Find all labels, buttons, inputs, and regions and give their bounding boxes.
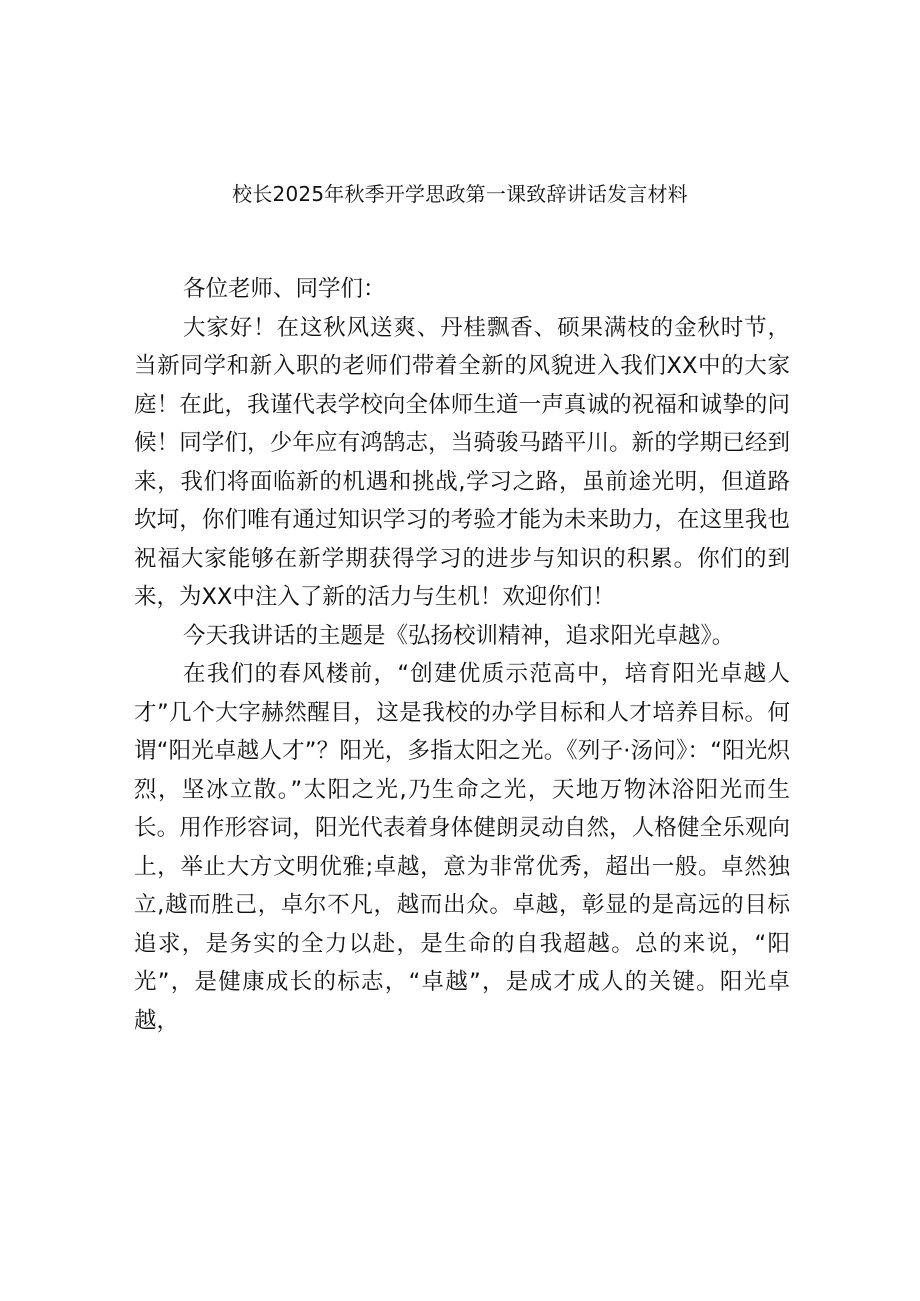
paragraph-greeting: 大家好！在这秋风送爽、丹桂飘香、硕果满枝的金秋时节，当新同学和新入职的老师们带着全新的风貌进入我们XX中的大家庭！在此，我谨代表学校向全体师生道一声真诚的祝福和诚挚的问候！同学们，少年应有鸿鹄志，当骑骏马踏平川。新的学期已经到来，我们将面临新的机遇和挑战,学习之路，虽前途光明，但道路坎坷，你们唯有通过知识学习的考验才能为未来助力，在这里我也祝福大家能够在新学期获得学习的进步与知识的积累。你们的到来，为XX中注入了新的活力与生机！欢迎你们！ <box>134 314 790 610</box>
document-body <box>134 270 790 1040</box>
paragraph-motto: 在我们的春风楼前，“创建优质示范高中，培育阳光卓越人才”几个大字赫然醒目，这是我校的办学目标和人才培养目标。何谓“阳光卓越人才”？阳光，多指太阳之光。《列子·汤问》：“阳光炽烈，坚冰立散。”太阳之光,乃生命之光，天地万物沐浴阳光而生长。用作形容词，阳光代表着身体健朗灵动自然，人格健全乐观向上，举止大方文明优雅;卓越，意为非常优秀，超出一般。卓然独立,越而胜己，卓尔不凡，越而出众。卓越，彰显的是高远的目标追求，是务实的全力以赴，是生命的自我超越。总的来说，“阳光”，是健康成长的标志，“卓越”，是成才成人的关键。阳光卓越， <box>134 661 790 1034</box>
paragraph-theme: 今天我讲话的主题是《弘扬校训精神，追求阳光卓越》。 <box>183 622 735 649</box>
document-title: 校长2025年秋季开学思政第一课致辞讲话发言材料 <box>232 182 688 206</box>
paragraph-salutation: 各位老师、同学们： <box>183 276 386 302</box>
